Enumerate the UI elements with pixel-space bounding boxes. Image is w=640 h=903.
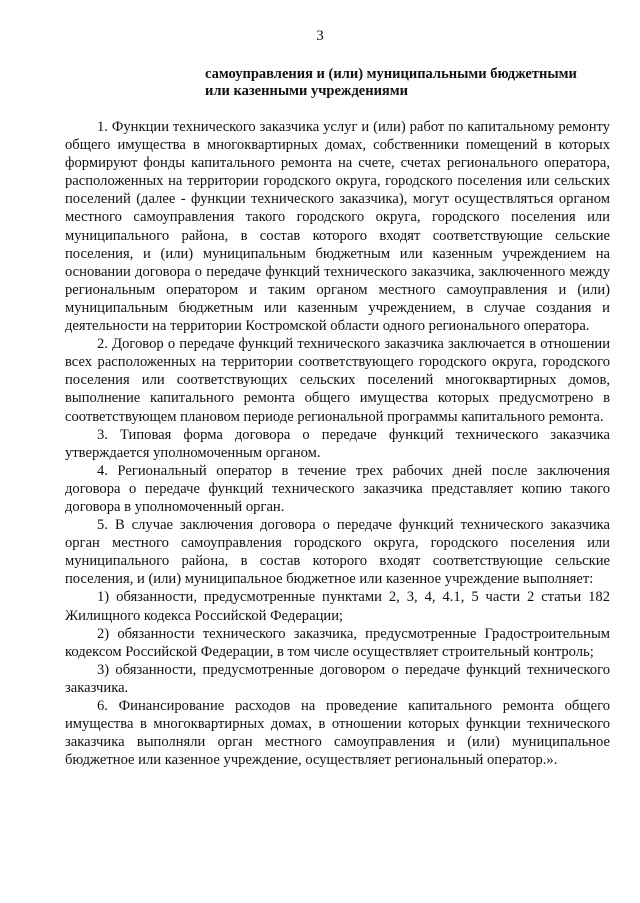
paragraph-2: 2. Договор о передаче функций технического заказчика заключается в отношении всех расположенных на территории соответствующего городского округа, городского поселения или соответствующих сельских поселений многоквартирных домов, выполнение капитального ремонта общего имущества которых предусмотрено в соответствующем плановом периоде региональной программы капитального ремонта.: [65, 336, 610, 425]
list-item-1: 1) обязанности, предусмотренные пунктами 2, 3, 4, 4.1, 5 части 2 статьи 182 Жилищного кодекса Российской Федерации;: [65, 589, 610, 624]
paragraph-5: 5. В случае заключения договора о передаче функций технического заказчика орган местного самоуправления городского округа, городского поселения или муниципального района, в состав которого входят соответствующие сельские поселения, и (или) муниципальное бюджетное или казенное учреждение выполняет:: [65, 517, 610, 588]
list-item-3: 3) обязанности, предусмотренные договором о передаче функций технического заказчика.: [65, 661, 610, 696]
section-heading: [205, 66, 610, 100]
paragraph-4: 4. Региональный оператор в течение трех рабочих дней после заключения договора о передаче функций технического заказчика представляет копию такого договора в уполномоченный орган.: [65, 462, 610, 515]
heading-line-1: самоуправления и (или) муниципальными бюджетными: [205, 66, 577, 82]
heading-line-2: или казенными учреждениями: [205, 83, 408, 99]
list-item-2: 2) обязанности технического заказчика, предусмотренные Градостроительным кодексом Российской Федерации, в том числе осуществляет строительный контроль;: [65, 625, 610, 660]
document-body: [65, 118, 610, 769]
paragraph-1: 1. Функции технического заказчика услуг и (или) работ по капитальному ремонту общего имущества в многоквартирных домах, собственники помещений в которых формируют фонды капитального ремонта на счете, счетах регионального оператора, расположенных на территории городского округа, городского поселения или сельских поселений (далее - функции технического заказчика), могут осуществляться органом местного самоуправления такого городского округа, городского поселения или муниципального района, в состав которого входят соответствующие сельские поселения, и (или) муниципальным бюджетным или казенным учреждением на основании договора о передаче функций технического заказчика, заключенного между региональным оператором и таким органом местного самоуправления и (или) муниципальным бюджетным или казенным учреждением, в случае создания и деятельности на территории Костромской области одного регионального оператора.: [65, 119, 610, 335]
paragraph-6: 6. Финансирование расходов на проведение капитального ремонта общего имущества в многоквартирных домах, в отношении которых функции технического заказчика выполняли орган местного самоуправления и (или) муниципальное бюджетное или казенное учреждение, осуществляет региональный оператор.».: [65, 698, 610, 769]
paragraph-3: 3. Типовая форма договора о передаче функций технического заказчика утверждается уполномоченным органом.: [65, 426, 610, 461]
page-number: 3: [316, 28, 324, 44]
